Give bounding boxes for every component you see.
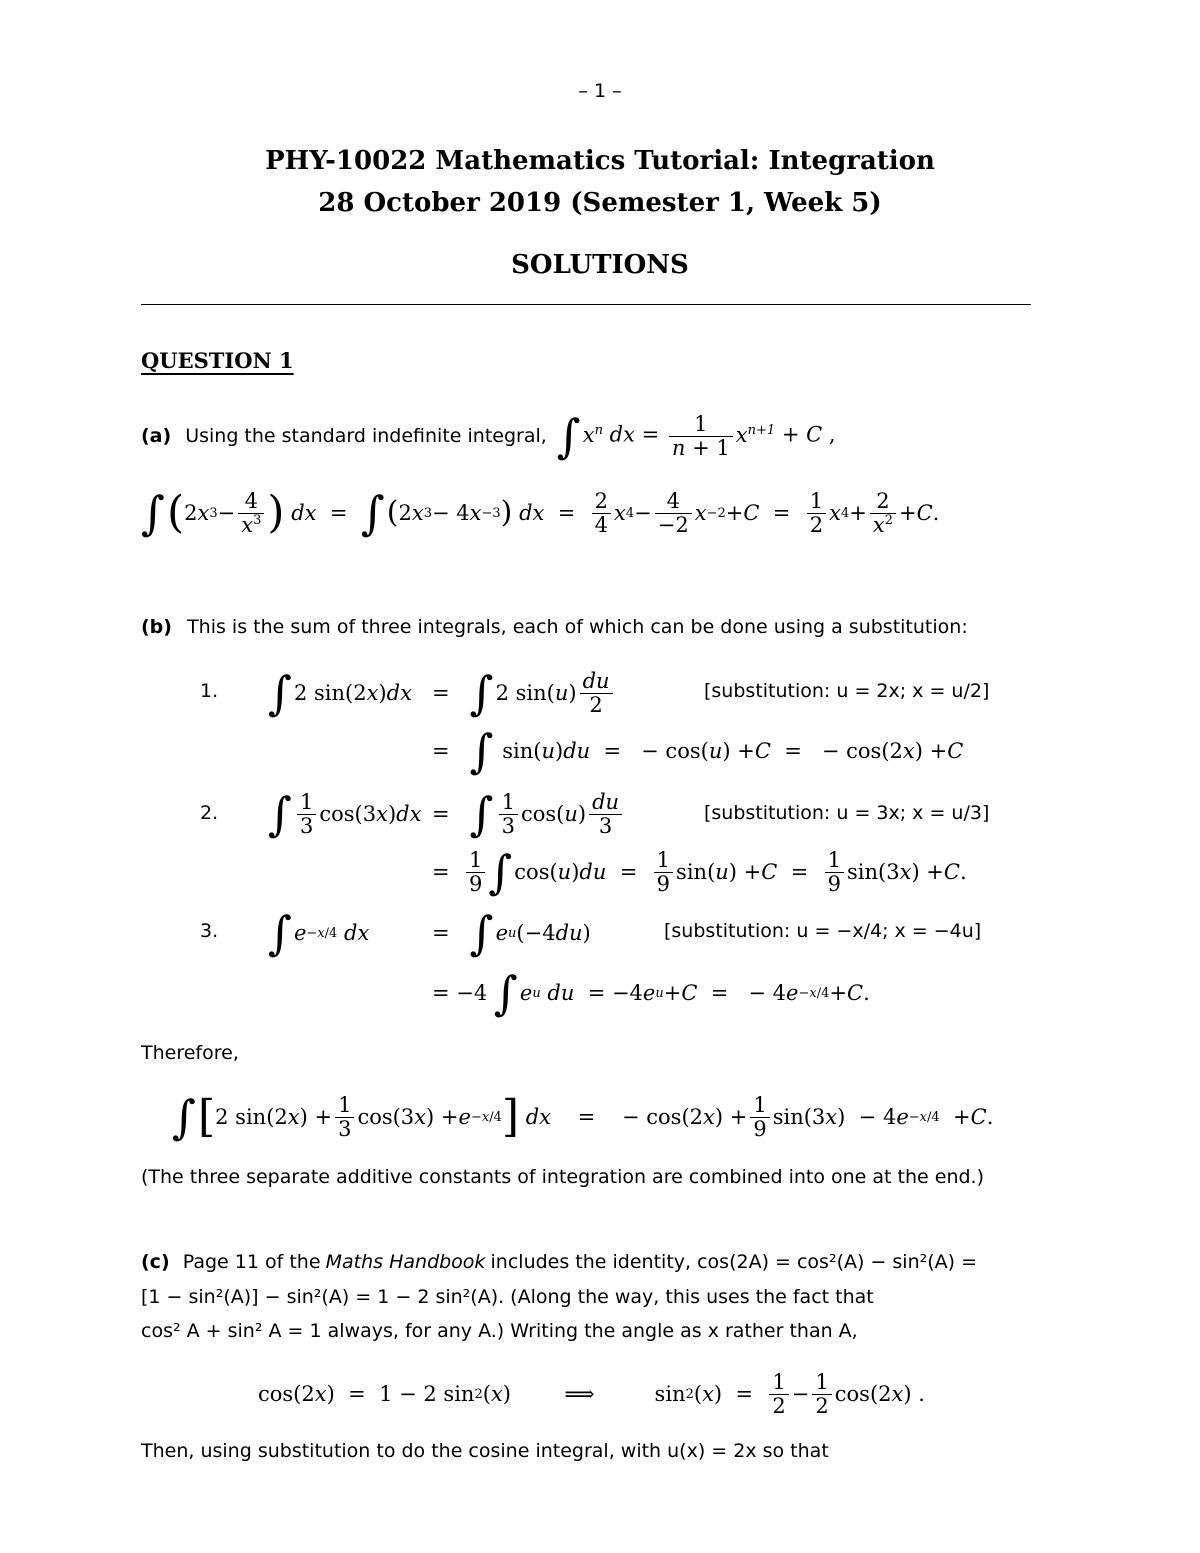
item-3-step1: = ∫ e u (−4 du ) (432, 906, 591, 960)
therefore-text: Therefore, (141, 1042, 239, 1064)
item-3-integral: ∫ e −x/4 dx (268, 906, 370, 960)
page-subtitle: SOLUTIONS (511, 250, 689, 280)
double-angle-equation: cos(2 x ) = 1 − 2 sin 2 ( x ) ⟹ sin 2 ( x ) = $\frac{1}{2}$ − $\frac{1}{2}$ cos(2 x ) . (258, 1370, 925, 1418)
part-c-line4: Then, using substitution to do the cosine integral, with u(x) = 2x so that (141, 1440, 829, 1462)
item-2-step1: = ∫ $\frac{1}{3}$ cos( u ) $\frac{du}{3}$ (432, 784, 625, 844)
item-3-substitution: [substitution: u = −x/4; x = −4u] (664, 920, 982, 942)
standard-integral-formula: $\int x^n$ dx = $\frac{1}{n + 1}$ $x^{n+1} + C$ , (556, 409, 836, 463)
item-1-step2: = ∫ sin( u ) du = − cos( u ) + C = − cos(2 x ) + C (432, 724, 964, 778)
combined-result: ∫ [ 2 sin(2 x ) + $\frac{1}{3}$ cos(3 x ) + e −x/4 ] dx = − cos(2 x ) + $\frac{1}{9}$ sin(3 x ) − 4 e −x/4 + C . (172, 1090, 994, 1144)
item-1-substitution: [substitution: u = 2x; x = u/2] (704, 680, 990, 702)
constants-note: (The three separate additive constants of integration are combined into one at the end.) (141, 1166, 985, 1188)
title-divider (141, 304, 1031, 305)
part-b-label: (b) (141, 616, 172, 638)
part-b-intro (141, 616, 968, 638)
item-3-step2: = −4 ∫ e u du = −4 e u + C = − 4 e −x/4 + C . (432, 966, 870, 1020)
part-b-text: This is the sum of three integrals, each of which can be done using a substitution: (187, 616, 968, 638)
handbook-title: Maths Handbook (325, 1251, 486, 1273)
part-c-label: (c) (141, 1251, 170, 1273)
part-a-intro (141, 406, 836, 466)
part-a-label: (a) (141, 425, 172, 447)
item-2-integral: ∫ $\frac{1}{3}$ cos(3 x ) dx (268, 787, 422, 841)
part-a-text: Using the standard indefinite integral, (185, 425, 547, 447)
page-number: – 1 – (578, 80, 622, 102)
item-1-step1: = ∫ 2 sin( u ) $\frac{du}{2}$ (432, 664, 616, 722)
page-title: PHY-10022 Mathematics Tutorial: Integration (265, 146, 935, 176)
question-heading: QUESTION 1 (141, 348, 294, 373)
item-2-number: 2. (200, 802, 219, 824)
part-a-equation: ∫ ( 2 x 3 − $\frac{4}{x^3}$ ) dx = ∫ ( 2 x 3 − 4 x −3 ) dx = $\frac{2}{4}$ x 4 − $\frac{4}{-2}$ x −2 + C = $\frac{1}{2}$ x 4 + $\frac{2}{x^2}$ + C . (141, 486, 940, 540)
part-c-line2: [1 − sin²(A)] − sin²(A) = 1 − 2 sin²(A). (Along the way, this uses the fact that (141, 1286, 874, 1308)
item-2-step2: = $\frac{1}{9}$ ∫ cos( u ) du = $\frac{1}{9}$ sin( u ) + C = $\frac{1}{9}$ sin(3 x ) + C . (432, 845, 967, 899)
item-1-number: 1. (200, 680, 219, 702)
item-2-substitution: [substitution: u = 3x; x = u/3] (704, 802, 990, 824)
item-3-number: 3. (200, 920, 219, 942)
part-c-line3: cos² A + sin² A = 1 always, for any A.) Writing the angle as x rather than A, (141, 1320, 858, 1342)
item-1-integral: ∫ 2 sin(2 x ) dx (268, 666, 412, 720)
part-c-line1: (c) Page 11 of the Maths Handbook includes the identity, cos(2A) = cos²(A) − sin²(A) = (141, 1251, 978, 1273)
page-date: 28 October 2019 (Semester 1, Week 5) (318, 188, 882, 218)
